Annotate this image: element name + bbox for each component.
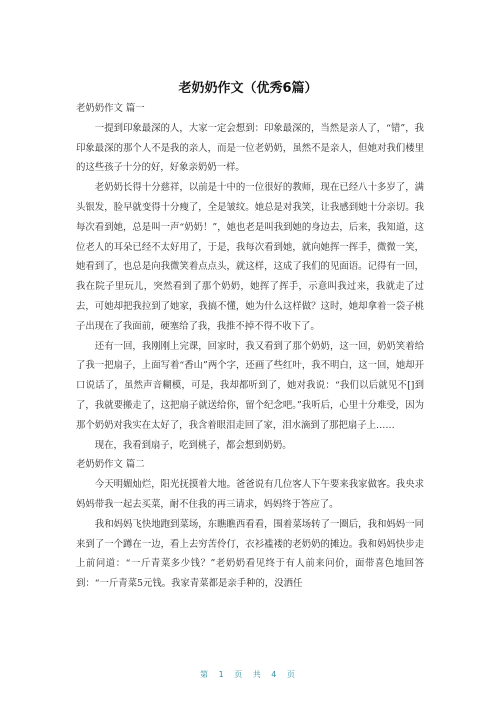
paragraph: 今天明媚灿烂，阳光抚摸着大地。爸爸说有几位客人下午要来我家做客。我央求妈妈带我一起去买菜，耐不住我的再三请求，妈妈终于答应了。 — [76, 479, 424, 510]
paragraph: 我和妈妈飞快地跑到菜场，东瞧瞧西看看，围着菜场转了一圈后，我和妈妈一同来到了一个蹲在一边，看上去穷苦伶仃，衣衫褴褛的老奶奶的摊边。我和妈妈快步走上前问道：“一斤青菜多少钱？”老奶奶看见终于有人前来问价，面带喜色地回答到：“一斤青菜5元钱。我家青菜都是亲手种的，没洒任 — [76, 518, 424, 590]
page-footer: 第 1 页 共 4 页 — [200, 670, 296, 679]
section-heading: 老奶奶作文 篇二 — [76, 459, 145, 471]
document-body — [76, 99, 424, 594]
paragraph: 一提到印象最深的人，大家一定会想到：印象最深的，当然是亲人了，“错”，我印象最深的那个人不是我的亲人，而是一位老奶奶，虽然不是亲人，但她对我们楼里的这些孩子十分的好，好象亲奶奶一样。 — [76, 122, 424, 174]
paragraph: 还有一回，我刚刚上完课，回家时，我又看到了那个奶奶，这一回，奶奶笑着给了我一把扇子，上面写着“香山”两个字，还画了些红叶，我不明白，这一回，她却开口说话了，虽然声音糊模，可是，我却都听到了，她对我说：“我们以后就见不[]到了，我就要搬走了，这把扇子就送给你，留个纪念吧。”我听后，心里十分难受，因为那个奶奶对我实在太好了，我含着眼泪走回了家，泪水滴到了那把扇子上…… — [76, 340, 424, 431]
document-title: 老奶奶作文（优秀6篇） — [178, 81, 318, 96]
paragraph: 老奶奶长得十分慈祥，以前是十中的一位很好的教师，现在已经八十多岁了，满头银发，脸早就变得十分瘦了，全是皱纹。她总是对我笑，让我感到她十分亲切。我每次看到她，总是叫一声“奶奶！”，她也老是叫我到她的身边去，后来，我知道，这位老人的耳朵已经不太好用了，于是，我每次看到她，就向她挥一挥手，微微一笑，她看到了，也总是向我微笑着点点头，就这样，这成了我们的见面语。记得有一回，我在院子里玩儿，突然看到了那个奶奶，她挥了挥手，示意叫我过来，我就走了过去，可她却把我拉到了她家，我搞不懂，她为什么这样做？这时，她却拿着一袋子桃子出现在了我面前，硬塞给了我，我推不掉不得不收下了。 — [76, 182, 424, 332]
section-heading: 老奶奶作文 篇一 — [76, 103, 145, 114]
paragraph: 现在，我看到扇子，吃到桃子，都会想到奶奶。 — [94, 439, 292, 451]
